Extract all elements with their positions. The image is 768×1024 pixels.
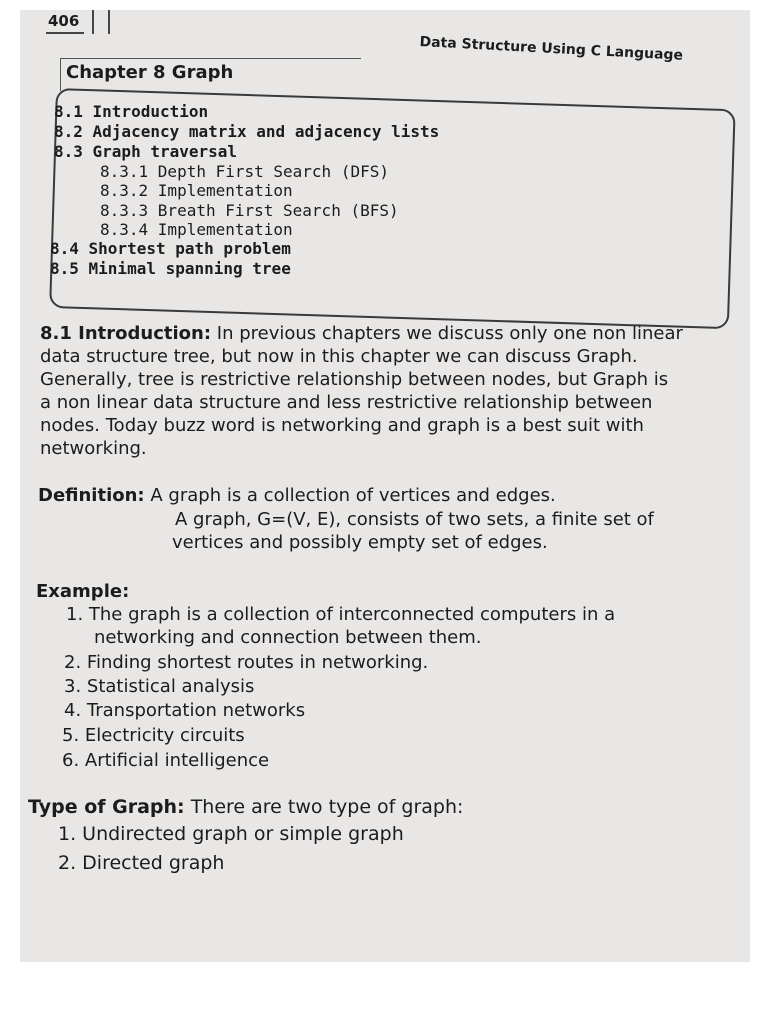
- toc-subitem: 8.3.1 Depth First Search (DFS): [100, 162, 389, 181]
- example-item: networking and connection between them.: [94, 627, 482, 648]
- running-title: Data Structure Using C Language: [419, 34, 684, 64]
- chapter-title: Chapter 8 Graph: [66, 62, 234, 83]
- definition-line: A graph, G=(V, E), consists of two sets, a finite set of: [175, 509, 654, 530]
- intro-line: networking.: [40, 438, 147, 459]
- book-page: [20, 10, 750, 962]
- page-number-rule: [46, 32, 84, 34]
- types-heading: Type of Graph:: [28, 796, 185, 818]
- page-number: 406: [48, 12, 80, 30]
- toc-item: 8.1 Introduction: [54, 102, 209, 121]
- example-item: 5. Electricity circuits: [62, 725, 245, 746]
- definition-line: [38, 484, 556, 508]
- toc-item: 8.2 Adjacency matrix and adjacency lists: [54, 122, 440, 141]
- intro-line: a non linear data structure and less restrictive relationship between: [40, 392, 653, 413]
- toc-subitem: 8.3.2 Implementation: [100, 181, 293, 200]
- toc-subitem: 8.3.4 Implementation: [100, 220, 293, 239]
- intro-heading: 8.1 Introduction:: [40, 323, 212, 344]
- example-item: 1. The graph is a collection of interconnected computers in a: [66, 604, 616, 625]
- example-item: 2. Finding shortest routes in networking.: [64, 652, 429, 673]
- toc-item: 8.4 Shortest path problem: [50, 239, 291, 258]
- definition-heading: Definition:: [38, 485, 145, 506]
- example-item: 6. Artificial intelligence: [62, 750, 270, 771]
- types-item: 2. Directed graph: [58, 852, 225, 874]
- intro-text: In previous chapters we discuss only one non linear: [216, 323, 683, 344]
- intro-line: nodes. Today buzz word is networking and graph is a best suit with: [40, 415, 644, 436]
- types-item: 1. Undirected graph or simple graph: [58, 823, 404, 845]
- example-item: 4. Transportation networks: [64, 700, 306, 721]
- toc-item: 8.3 Graph traversal: [54, 142, 238, 161]
- header-divider: [108, 10, 110, 34]
- intro-line: Generally, tree is restrictive relationship between nodes, but Graph is: [40, 369, 669, 390]
- toc-item: 8.5 Minimal spanning tree: [50, 259, 291, 278]
- types-line: [28, 796, 463, 820]
- example-item: 3. Statistical analysis: [64, 676, 255, 697]
- toc-subitem: 8.3.3 Breath First Search (BFS): [100, 201, 399, 220]
- types-intro: There are two type of graph:: [190, 796, 464, 818]
- definition-text: A graph is a collection of vertices and edges.: [150, 485, 556, 506]
- definition-line: vertices and possibly empty set of edges.: [172, 532, 548, 553]
- example-heading: Example:: [36, 581, 130, 602]
- intro-line: [40, 322, 683, 346]
- header-divider: [92, 10, 94, 34]
- intro-line: data structure tree, but now in this chapter we can discuss Graph.: [40, 346, 638, 367]
